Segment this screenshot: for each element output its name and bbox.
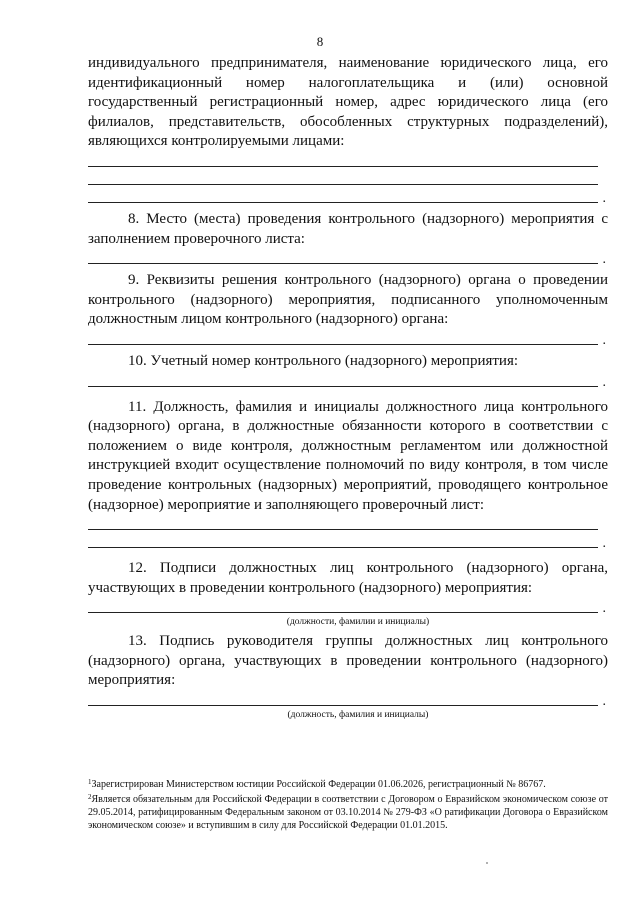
fill-rule	[88, 184, 598, 185]
item-10-fill-line[interactable]	[88, 372, 608, 390]
item-8-fill-line[interactable]	[88, 249, 608, 267]
fill-rule	[88, 386, 598, 387]
form-body	[88, 54, 608, 721]
line-terminator: .	[602, 374, 606, 390]
item-9-fill-line[interactable]	[88, 330, 608, 348]
footnote-2	[88, 791, 608, 832]
line-terminator: .	[602, 332, 606, 348]
fill-rule	[88, 612, 598, 613]
line-terminator: .	[602, 536, 606, 552]
item-11-fill-line-2[interactable]	[88, 533, 608, 551]
footnote-mark: 1	[88, 778, 92, 786]
fill-rule	[88, 263, 598, 264]
item-13-caption: (должность, фамилия и инициалы)	[287, 710, 429, 721]
footnote-text: Является обязательным для Российской Федерации в соответствии с Договором о Евразийском экономическом союзе от 29.05.2014, ратифицированным Федеральным законом от 03.10.2014 № 279-ФЗ «О ратификации Договора о Евразийском экономическом союзе» и вступившим в силу для Российской Федерации 01.01.2015.	[88, 794, 608, 831]
fill-rule	[88, 166, 598, 167]
item-8-place: 8. Место (места) проведения контрольного (надзорного) мероприятия с заполнением проверочного листа:	[88, 210, 608, 247]
fill-rule	[88, 705, 598, 706]
footnote-mark: 2	[88, 793, 92, 801]
item-11-fill-line-1[interactable]	[88, 515, 608, 533]
fill-rule	[88, 547, 598, 548]
page-number: 8	[316, 34, 324, 49]
footnote-1	[88, 776, 608, 791]
controlled-persons-description: индивидуального предпринимателя, наименование юридического лица, его идентификационный номер налогоплательщика и (или) основной государственный регистрационный номер, адрес юридического лица (его филиалов, представительств, обособленных структурных подразделений), являющихся контролируемыми лицами:	[88, 55, 608, 150]
line-terminator: .	[602, 190, 606, 206]
controlled-persons-fill-line-3[interactable]	[88, 188, 608, 206]
footnote-text: Зарегистрирован Министерством юстиции Российской Федерации 01.06.2026, регистрационный № 86767.	[91, 779, 546, 790]
controlled-persons-fill-line-1[interactable]	[88, 152, 608, 170]
controlled-persons-fill-line-2[interactable]	[88, 170, 608, 188]
line-terminator: .	[602, 252, 606, 268]
item-9-decision-details: 9. Реквизиты решения контрольного (надзорного) органа о проведении контрольного (надзорного) мероприятия, подписанного уполномоченным должностным лицом контрольного (надзорного) органа:	[88, 272, 608, 328]
item-11-official-details: 11. Должность, фамилия и инициалы должностного лица контрольного (надзорного) органа, в должностные обязанности которого в соответствии с положением о виде контроля, должностным регламентом или должностной инструкцией входит осуществление полномочий по виду контроля, в том числе проведение контрольных (надзорных) мероприятий, проводящего контрольное (надзорное) мероприятие и заполняющего проверочный лист:	[88, 398, 608, 513]
fill-rule	[88, 344, 598, 345]
item-10-registration-number: 10. Учетный номер контрольного (надзорного) мероприятия:	[128, 352, 519, 369]
scan-speck	[486, 862, 488, 864]
line-terminator: .	[602, 601, 606, 617]
item-13-group-leader-signature: 13. Подпись руководителя группы должностных лиц контрольного (надзорного) органа, участвующих в проведении контрольного (надзорного) мероприятия:	[88, 633, 608, 689]
fill-rule	[88, 202, 598, 203]
item-12-signatures: 12. Подписи должностных лиц контрольного (надзорного) органа, участвующих в проведении контрольного (надзорного) мероприятия:	[88, 560, 608, 596]
fill-rule	[88, 529, 598, 530]
item-12-caption: (должности, фамилии и инициалы)	[286, 617, 430, 628]
item-12-fill-line[interactable]	[88, 598, 608, 616]
line-terminator: .	[602, 694, 606, 710]
footnotes	[88, 776, 608, 832]
item-13-fill-line[interactable]	[88, 691, 608, 709]
